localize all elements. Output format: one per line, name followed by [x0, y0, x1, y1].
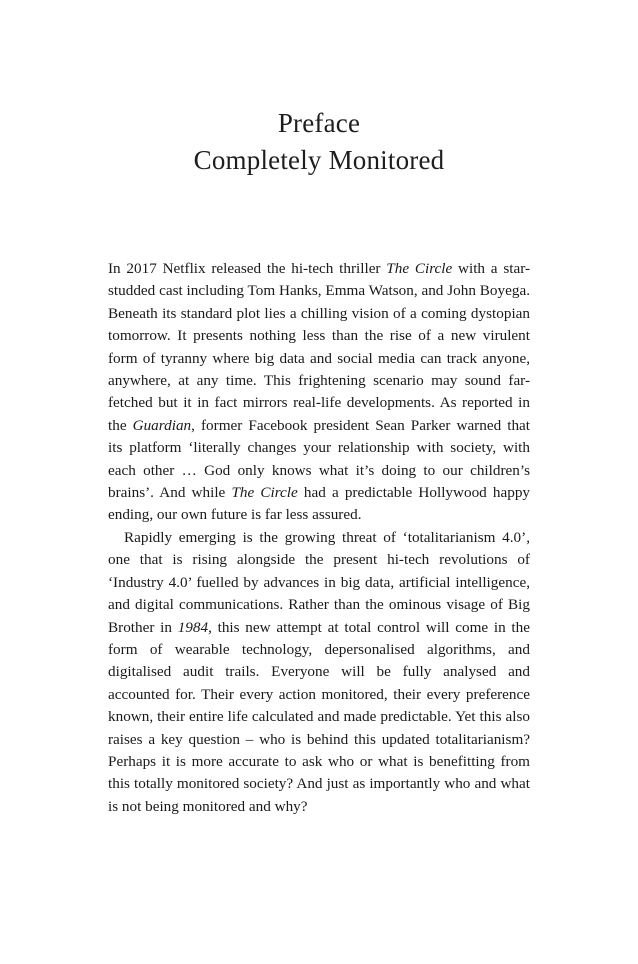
chapter-title: Completely Monitored [193, 145, 445, 175]
chapter-label: Preface [277, 108, 361, 138]
p1-text-a: In 2017 Netflix released the hi-tech thriller [108, 260, 387, 277]
p2-text-b: , this new attempt at total control will come in the form of wearable technology, depersonalised algorithms, and digitalised audit trails. Everyone will be fully analysed and accounted for. Their every action monitored, their every preference known, their entire life calculated and made predictable. Yet this also raises a key question – who is behind this updated totalitarianism? Perhaps it is more accurate to ask who or what is benefitting from this totally monitored society? And just as importantly who and what is not being monitored and why? [108, 618, 530, 815]
p1-text-d: had a predictable Hollywood happy ending, our own future is far less assured. [108, 484, 531, 524]
body-text [108, 258, 530, 818]
novel-title-1984: 1984 [177, 618, 209, 636]
paragraph-2 [108, 527, 530, 818]
p2-text-a: Rapidly emerging is the growing threat of ‘totalitarianism 4.0’, one that is rising alongside the present hi-tech revolutions of ‘Industry 4.0’ fuelled by advances in big data, artificial intelligence, and digital communications. Rather than the ominous visage of Big Brother in [108, 528, 530, 636]
film-title-the-circle: The Circle [386, 260, 453, 277]
film-title-the-circle-2: The Circle [231, 484, 298, 502]
paragraph-1 [108, 258, 530, 527]
p1-text-b: with a star-studded cast including Tom Hanks, Emma Watson, and John Boyega. Beneath its standard plot lies a chilling vision of a coming dystopian tomorrow. It presents nothing less than the rise of a new virulent form of tyranny where big data and social media can track anyone, anywhere, at any time. This frightening scenario may sound far-fetched but it in fact mirrors real-life developments. As reported in the [108, 260, 531, 434]
newspaper-guardian: Guardian [132, 416, 192, 434]
p1-text-c: , former Facebook president Sean Parker warned that its platform ‘literally changes your relationship with society, with each other … God only knows what it’s doing to our children’s brains’. And while [108, 416, 530, 502]
